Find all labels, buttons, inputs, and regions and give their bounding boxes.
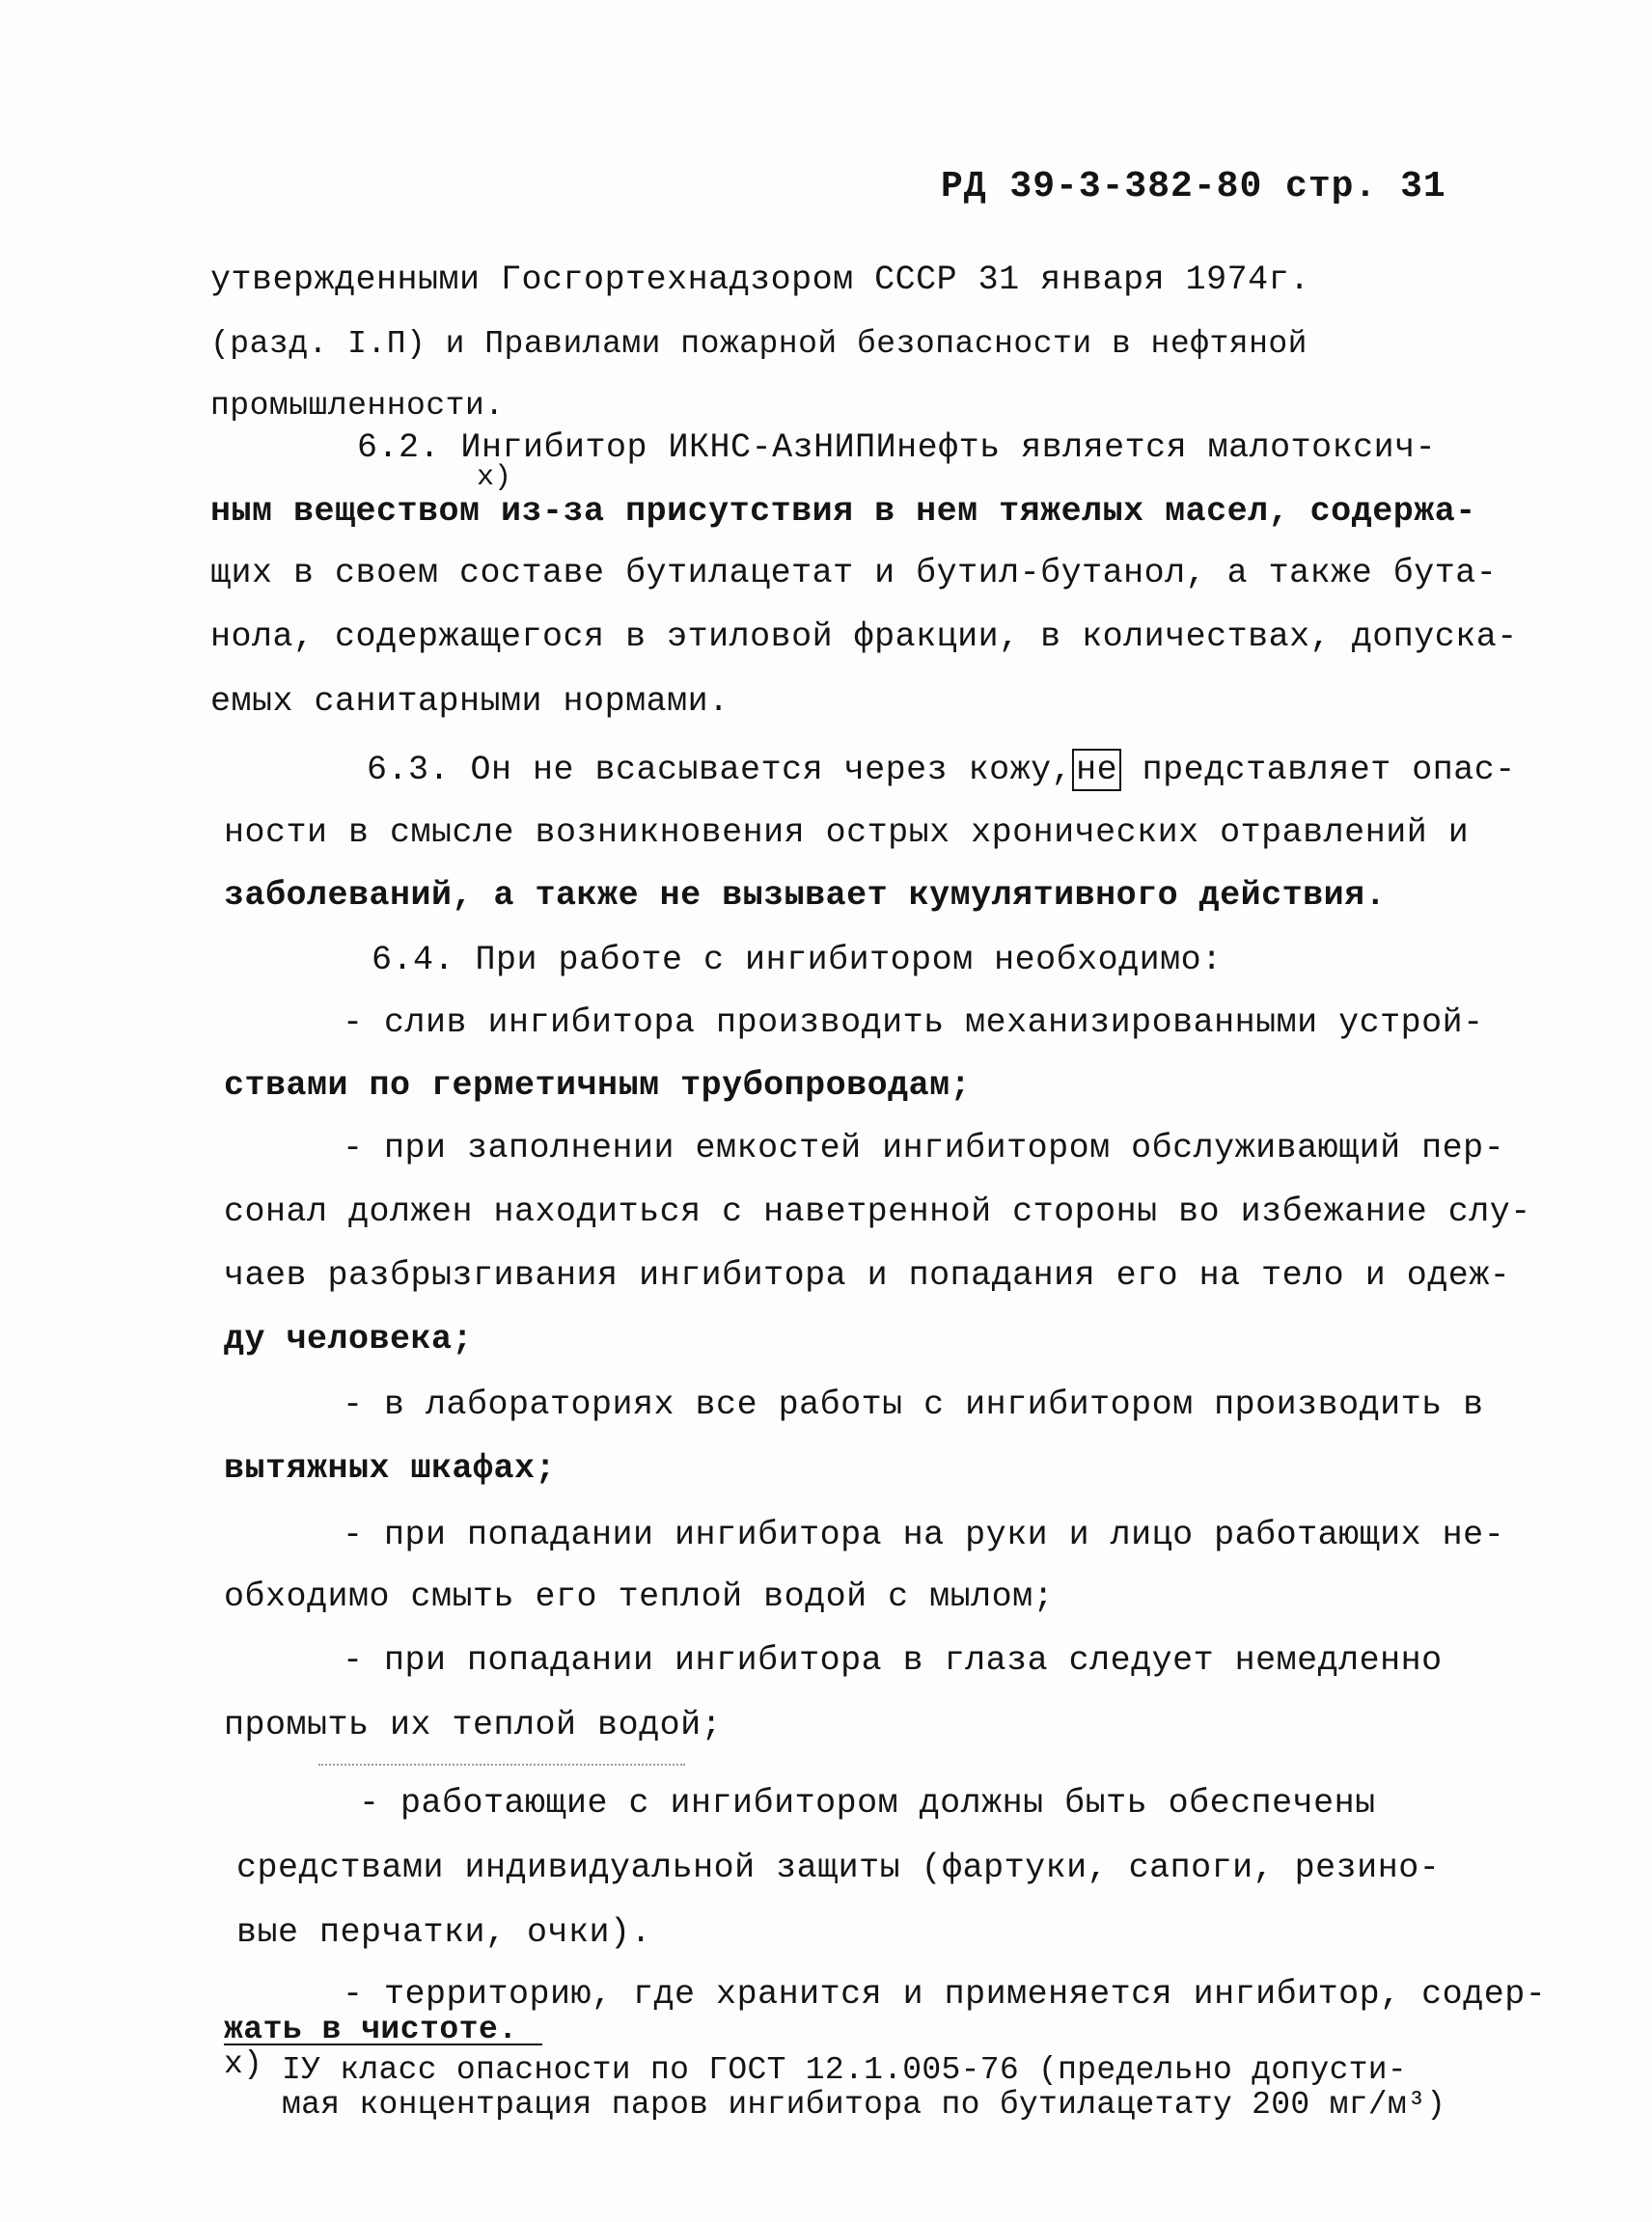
text-line-1: утвержденными Госгортехнадзором СССР 31 января 1974г. xyxy=(210,261,1310,299)
item-filling-line-4: ду человека; xyxy=(224,1320,474,1358)
page-header: РД 39-3-382-80 стр. 31 xyxy=(941,166,1446,207)
item-filling-line-3: чаев разбрызгивания ингибитора и попадания его на тело и одеж- xyxy=(224,1256,1511,1295)
item-skin-line-1: - при попадании ингибитора на руки и лицо работающих не- xyxy=(343,1516,1505,1554)
text-line-3: промышленности. xyxy=(210,388,505,424)
boxed-word: не xyxy=(1072,749,1121,791)
item-drain-line-1: - слив ингибитора производить механизированными устрой- xyxy=(343,1003,1484,1042)
footnote-marker: х) xyxy=(224,2046,263,2082)
paragraph-6-3-text-b: представляет опас- xyxy=(1142,751,1516,789)
paragraph-6-2-line-3: щих в своем составе бутилацетат и бутил-бутанол, а также бута- xyxy=(210,554,1498,592)
text-line-2: (разд. I.П) и Правилами пожарной безопасности в нефтяной xyxy=(210,326,1308,362)
item-eyes-line-1: - при попадании ингибитора в глаза следует немедленно xyxy=(343,1641,1443,1680)
footnote-marker-ref: х) xyxy=(477,461,512,494)
footnote-separator xyxy=(224,2044,542,2045)
item-protection-line-1: - работающие с ингибитором должны быть обеспечены xyxy=(359,1784,1376,1823)
paragraph-6-3-line-2: ности в смысле возникновения острых хронических отравлений и xyxy=(224,813,1470,852)
item-eyes-line-2: промыть их теплой водой; xyxy=(224,1706,723,1744)
paragraph-6-3-line-1 xyxy=(367,749,1516,791)
paragraph-6-2-line-1: 6.2. Ингибитор ИКНС-АзНИПИнефть является малотоксич- xyxy=(357,428,1437,467)
paragraph-6-3-text-a: 6.3. Он не всасывается через кожу, xyxy=(367,751,1073,789)
footnote-line-1: IУ класс опасности по ГОСТ 12.1.005-76 (предельно допусти- xyxy=(282,2052,1407,2088)
footnote-line-2: мая концентрация паров ингибитора по бутилацетату 200 мг/м³) xyxy=(282,2087,1446,2123)
paragraph-6-2-line-2: ным веществом из-за присутствия в нем тяжелых масел, содержа- xyxy=(210,492,1476,531)
item-territory-line-2: жать в чистоте. xyxy=(224,2012,518,2047)
item-drain-line-2: ствами по герметичным трубопроводам; xyxy=(224,1066,972,1105)
item-lab-line-2: вытяжных шкафах; xyxy=(224,1449,557,1488)
item-filling-line-1: - при заполнении емкостей ингибитором обслуживающий пер- xyxy=(343,1129,1505,1167)
item-filling-line-2: сонал должен находиться с наветренной стороны во избежание слу- xyxy=(224,1193,1531,1231)
paragraph-6-2-line-5: емых санитарными нормами. xyxy=(210,682,730,721)
item-protection-line-2: средствами индивидуальной защиты (фартуки, сапоги, резино- xyxy=(236,1849,1441,1887)
item-lab-line-1: - в лабораториях все работы с ингибитором производить в xyxy=(343,1385,1484,1424)
item-territory-line-1: - территорию, где хранится и применяется ингибитор, содер- xyxy=(343,1975,1547,2014)
paragraph-6-4-line-1: 6.4. При работе с ингибитором необходимо: xyxy=(372,941,1223,979)
item-protection-line-3: вые перчатки, очки). xyxy=(236,1913,652,1952)
item-skin-line-2: обходимо смыть его теплой водой с мылом; xyxy=(224,1577,1055,1616)
paragraph-6-3-line-3: заболеваний, а также не вызывает кумулятивного действия. xyxy=(224,876,1387,915)
scan-noise-mark xyxy=(318,1764,685,1766)
paragraph-6-2-line-4: нола, содержащегося в этиловой фракции, в количествах, допуска- xyxy=(210,617,1518,656)
